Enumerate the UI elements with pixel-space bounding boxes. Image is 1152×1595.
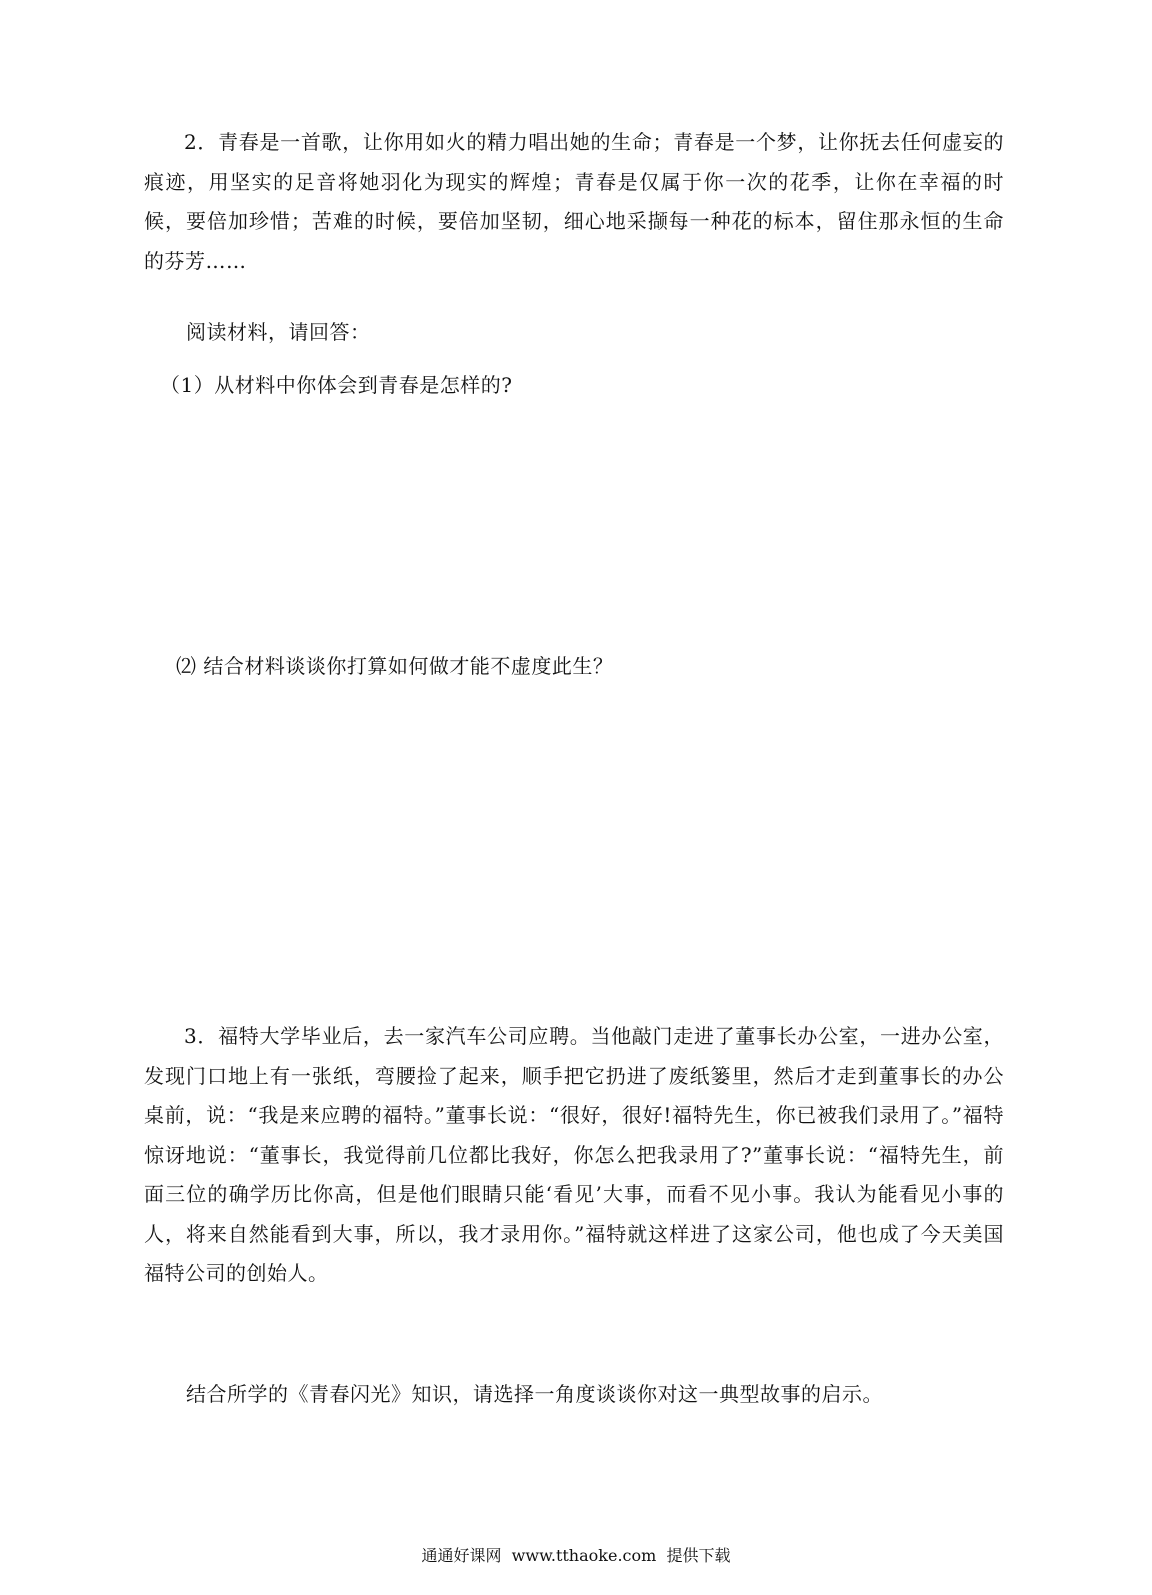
question-2-passage: 2．青春是一首歌，让你用如火的精力唱出她的生命；青春是一个梦，让你抚去任何虚妄的痕迹，用坚实的足音将她羽化为现实的辉煌；青春是仅属于你一次的花季，让你在幸福的时候，要倍加珍惜；苦难的时候，要倍加坚韧，细心地采撷每一种花的标本，留住那永恒的生命的芬芳…… xyxy=(144,130,1004,273)
question-2-subquestion-1: （1）从材料中你体会到青春是怎样的? xyxy=(160,373,513,397)
footer-credit: 通通好课网 www.tthaoke.com 提供下载 xyxy=(421,1546,731,1565)
question-2-instruction: 阅读材料，请回答： xyxy=(186,320,371,344)
question-3-passage: 3．福特大学毕业后，去一家汽车公司应聘。当他敲门走进了董事长办公室，一进办公室，发现门口地上有一张纸，弯腰捡了起来，顺手把它扔进了废纸篓里，然后才走到董事长的办公桌前，说：“我是来应聘的福特。”董事长说：“很好，很好!福特先生，你已被我们录用了。”福特惊讶地说：“董事长，我觉得前几位都比我好，你怎么把我录用了?”董事长说：“福特先生，前面三位的确学历比你高，但是他们眼睛只能‘看见’大事，而看不见小事。我认为能看见小事的人，将来自然能看到大事，所以，我才录用你。”福特就这样进了这家公司，他也成了今天美国福特公司的创始人。 xyxy=(144,1024,1004,1285)
question-3-prompt: 结合所学的《青春闪光》知识，请选择一角度谈谈你对这一典型故事的启示。 xyxy=(186,1382,883,1406)
question-2-subquestion-2: ⑵ 结合材料谈谈你打算如何做才能不虚度此生？ xyxy=(176,654,614,678)
